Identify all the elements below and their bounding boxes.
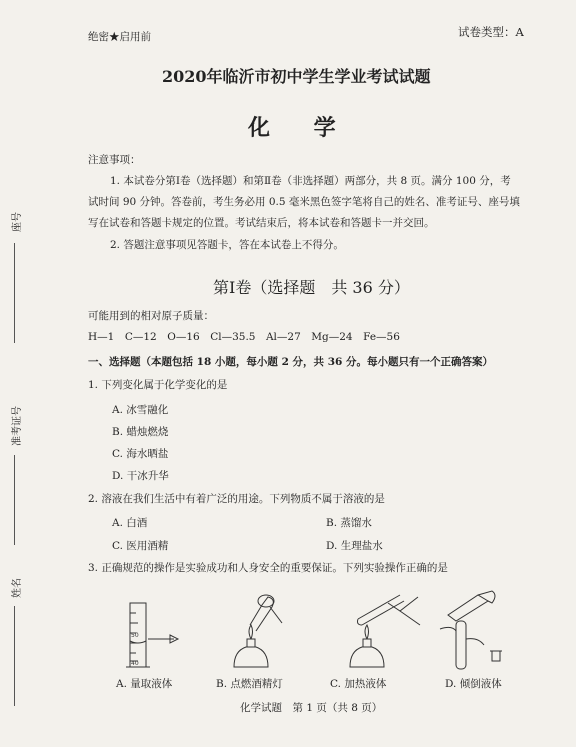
q3-option-a: A. 量取液体 [116,678,173,690]
cylinder-mark-50: 50 [131,632,139,639]
q2-option-d: D. 生理盐水 [326,540,383,552]
seat-label: 座号 [12,212,23,232]
q2-stem: 2. 溶液在我们生活中有着广泛的用途。下列物质不属于溶液的是 [88,493,385,505]
notice-item2: 2. 答题注意事项见答题卡，答在本试卷上不得分。 [110,239,344,251]
secret-mark: 绝密★启用前 [88,31,151,43]
q1-stem: 1. 下列变化属于化学变化的是 [88,379,228,391]
section-title: 第Ⅰ卷（选择题 共 36 分） [213,278,410,297]
ticket-line [14,455,15,545]
q2-option-c: C. 医用酒精 [112,540,169,552]
q1-option-a: A. 冰雪融化 [112,404,169,416]
q3-option-c: C. 加热液体 [330,678,387,690]
exam-title: 2020年临沂市初中学生学业考试试题 [162,67,431,86]
seat-line [14,243,15,343]
name-label: 姓名 [12,578,23,598]
notice-item1-line2: 试时间 90 分钟。答卷前，考生务必用 0.5 毫米黑色签字笔将自己的姓名、准考证号、座号填 [88,196,520,208]
q3-option-d: D. 倾倒液体 [445,678,502,690]
q1-option-b: B. 蜡烛燃烧 [112,426,169,438]
q3-stem: 3. 正确规范的操作是实验成功和人身安全的重要保证。下列实验操作正确的是 [88,562,448,574]
heating-liquid-figure [350,595,420,667]
subject-title: 化 学 [248,115,354,141]
q2-option-b: B. 蒸馏水 [326,517,372,529]
notice-item1-line3: 写在试卷和答题卡规定的位置。考试结束后，将本试卷和答题卡一并交回。 [88,217,435,229]
q2-option-a: A. 白酒 [112,517,148,529]
name-line [14,606,15,706]
alcohol-lamp-figure [234,595,282,667]
ticket-label: 准考证号 [12,406,23,446]
atomic-values: H—1 C—12 O—16 Cl—35.5 Al—27 Mg—24 Fe—56 [88,331,400,343]
pouring-liquid-figure [440,591,502,669]
q3-option-b: B. 点燃酒精灯 [216,678,283,690]
part-one-heading: 一、选择题（本题包括 18 小题，每小题 2 分，共 36 分。每小题只有一个正确答案） [88,356,493,368]
q3-figures [100,585,540,675]
paper-type: 试卷类型：A [458,25,524,39]
q1-option-c: C. 海水晒盐 [112,448,169,460]
notice-item1-line1: 1. 本试卷分第Ⅰ卷（选择题）和第Ⅱ卷（非选择题）两部分，共 8 页。满分 100 分，考 [110,175,511,187]
cylinder-mark-40: 40 [131,660,139,667]
notice-heading: 注意事项： [88,154,141,166]
q1-option-d: D. 干冰升华 [112,470,169,482]
atomic-heading: 可能用到的相对原子质量： [88,310,214,322]
page-footer: 化学试题 第 1 页（共 8 页） [240,702,383,714]
